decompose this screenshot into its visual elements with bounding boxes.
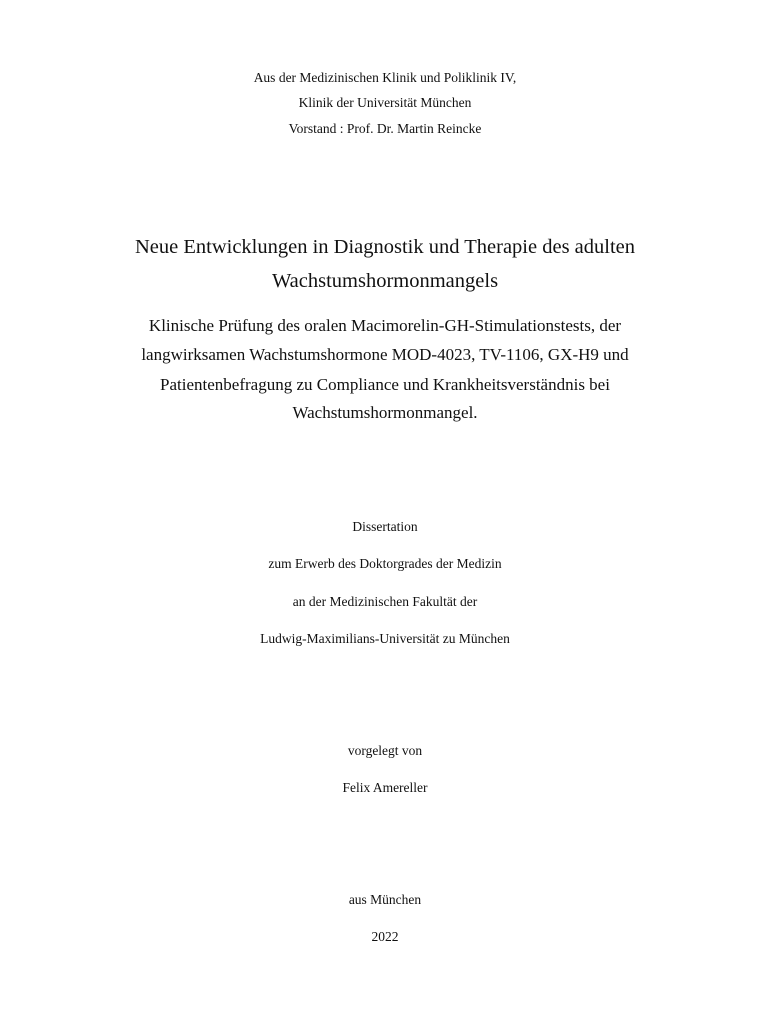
- presented-by: vorgelegt von: [347, 743, 423, 758]
- thesis-title-line-2: Wachstumshormonmangels: [271, 270, 499, 292]
- dissertation-purpose: zum Erwerb des Doktorgrades der Medizin: [268, 556, 502, 571]
- institution-director: Vorstand : Prof. Dr. Martin Reincke: [288, 121, 482, 136]
- dissertation-faculty: an der Medizinischen Fakultät der: [292, 594, 478, 609]
- thesis-title-line-1: Neue Entwicklungen in Diagnostik und Therapie des adulten: [134, 236, 636, 258]
- origin-year: 2022: [371, 929, 399, 944]
- dissertation-type: Dissertation: [352, 519, 418, 534]
- origin-place: aus München: [348, 892, 422, 907]
- institution-clinic: Aus der Medizinischen Klinik und Poliklinik IV,: [253, 70, 517, 85]
- thesis-subtitle-line-3: Patientenbefragung zu Compliance und Krankheitsverständnis bei: [160, 375, 610, 394]
- thesis-subtitle-line-4: Wachstumshormonmangel.: [292, 403, 478, 422]
- dissertation-university: Ludwig-Maximilians-Universität zu München: [260, 631, 510, 646]
- thesis-subtitle-line-1: Klinische Prüfung des oralen Macimorelin-GH-Stimulationstests, der: [148, 316, 622, 335]
- author-name: Felix Amereller: [342, 780, 428, 795]
- thesis-subtitle-line-2: langwirksamen Wachstumshormone MOD-4023, TV-1106, GX-H9 und: [141, 345, 629, 364]
- institution-university: Klinik der Universität München: [298, 95, 472, 110]
